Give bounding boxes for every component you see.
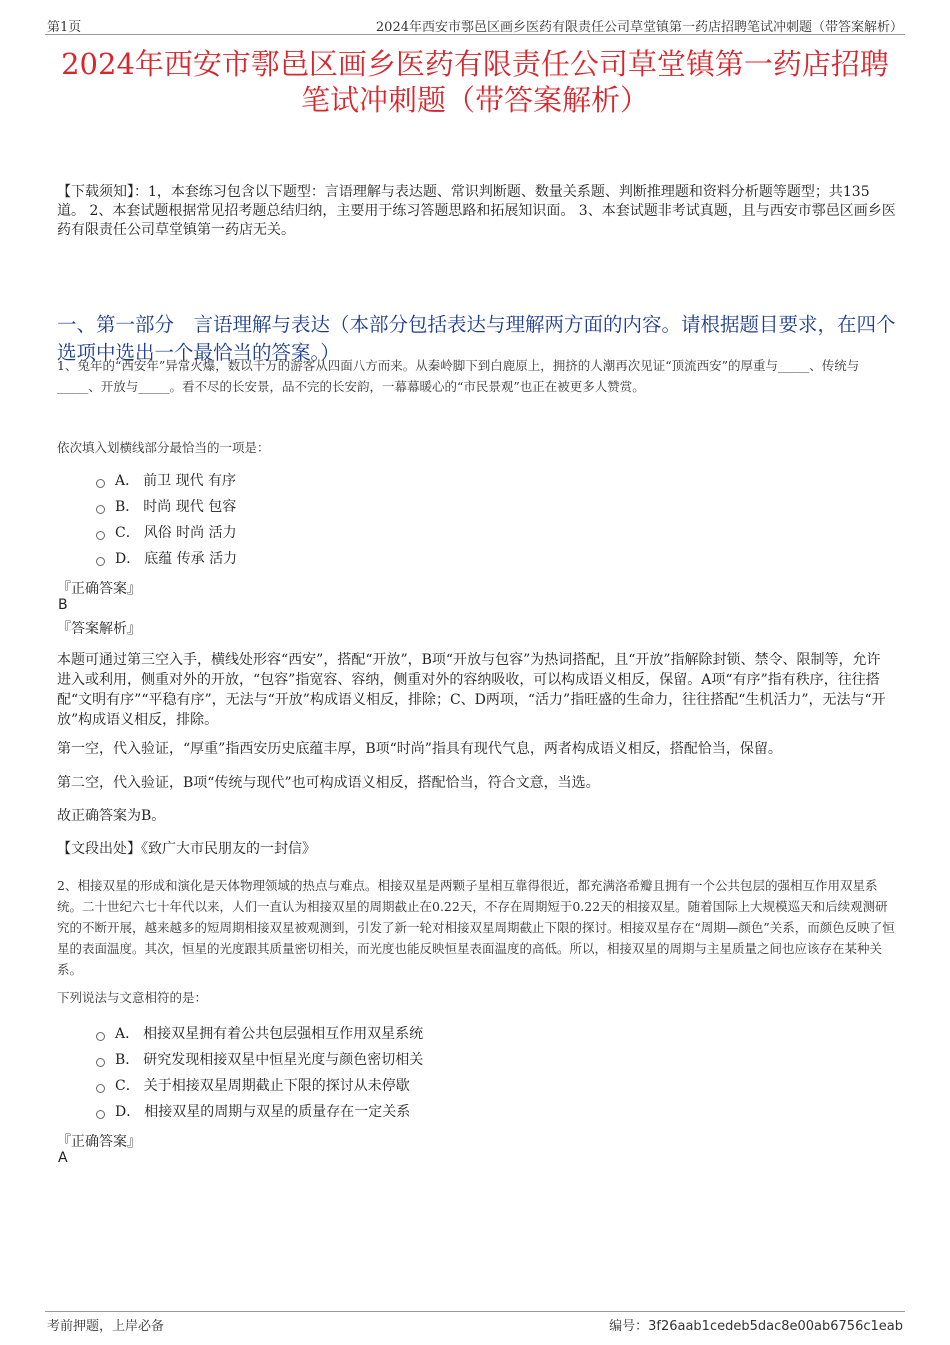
question-1-analysis-p2: 第一空，代入验证，“厚重”指西安历史底蕴丰厚，B项“时尚”指具有现代气息，两者构成语义相反，搭配恰当，保留。 (57, 741, 782, 757)
option-text: 风俗 时尚 活力 (143, 525, 237, 541)
section-title: 一、第一部分 言语理解与表达（本部分包括表达与理解两方面的内容。请根据题目要求，在四个选项中选出一个最恰当的答案。） (57, 313, 896, 364)
footer-slogan: 考前押题，上岸必备 (47, 1319, 165, 1334)
question-1-analysis-p4: 故正确答案为B。 (57, 808, 166, 824)
question-1-options (96, 467, 237, 571)
option-text: 前卫 现代 有序 (143, 473, 237, 489)
option-text: 研究发现相接双星中恒星光度与颜色密切相关 (143, 1052, 424, 1068)
radio-icon[interactable] (96, 1084, 105, 1093)
download-notice: 【下载须知】：1，本套练习包含以下题型：言语理解与表达题、常识判断题、数量关系题、判断推理题和资料分析题等题型；共135道。 2、本套试题根据常见招考题总结归纳，主要用于练习答题思路和拓展知识面。 3、本套试题非考试真题，且与西安市鄠邑区画乡医药有限责任公司草堂镇第一药店无关。 (57, 184, 896, 238)
option-letter: D． (115, 551, 141, 567)
radio-icon[interactable] (96, 1110, 105, 1119)
option-letter: B． (115, 1052, 140, 1068)
radio-icon[interactable] (96, 531, 105, 540)
radio-icon[interactable] (96, 557, 105, 566)
page-footer (45, 1311, 905, 1332)
radio-icon[interactable] (96, 479, 105, 488)
question-1-option-c[interactable] (96, 519, 237, 545)
question-1-analysis-label: 『答案解析』 (57, 621, 141, 637)
question-2-text: 2、相接双星的形成和演化是天体物理领域的热点与难点。相接双星是两颗子星相互靠得很近，都充满洛希瓣且拥有一个公共包层的强相互作用双星系统。二十世纪六七十年代以来，人们一直认为相接双星的周期截止在0.22天，不存在周期短于0.22天的相接双星。随着国际上大规模巡天和后续观测研究的不断开展，越来越多的短周期相接双星被观测到，引发了新一轮对相接双星周期截止下限的探讨。相接双星存在“周期—颜色”关系，而颜色反映了恒星的表面温度。其次，恒星的光度跟其质量密切相关，而光度也能反映恒星表面温度的高低。所以，相接双星的周期与主星质量之间也应该存在某种关系。 (57, 878, 895, 977)
question-2-option-c[interactable] (96, 1072, 423, 1098)
option-text: 关于相接双星周期截止下限的探讨从未停歇 (143, 1078, 410, 1094)
question-2-answer-label: 『正确答案』 (57, 1134, 141, 1150)
page-number: 第1页 (47, 20, 82, 35)
option-text: 时尚 现代 包容 (143, 499, 237, 515)
option-letter: A． (115, 473, 140, 489)
question-1-answer: B (58, 597, 68, 613)
option-text: 底蕴 传承 活力 (144, 551, 238, 567)
question-1-option-a[interactable] (96, 467, 237, 493)
option-letter: B． (115, 499, 140, 515)
option-letter: C． (115, 525, 140, 541)
radio-icon[interactable] (96, 1032, 105, 1041)
question-2-options (96, 1020, 423, 1124)
question-2-option-b[interactable] (96, 1046, 423, 1072)
question-1-option-b[interactable] (96, 493, 237, 519)
footer-code-value: 3f26aab1cedeb5dac8e00ab6756c1eab (648, 1319, 903, 1334)
question-1-answer-label: 『正确答案』 (57, 581, 141, 597)
option-text: 相接双星拥有着公共包层强相互作用双星系统 (143, 1026, 424, 1042)
option-letter: D． (115, 1104, 141, 1120)
option-text: 相接双星的周期与双星的质量存在一定关系 (144, 1104, 411, 1120)
question-1-option-d[interactable] (96, 545, 237, 571)
question-1-prompt: 依次填入划横线部分最恰当的一项是： (57, 440, 270, 455)
page-title: 2024年西安市鄠邑区画乡医药有限责任公司草堂镇第一药店招聘笔试冲刺题（带答案解析） (61, 47, 889, 117)
question-1-analysis-p1: 本题可通过第三空入手，横线处形容“西安”，搭配“开放”，B项“开放与包容”为热词搭配，且“开放”指解除封锁、禁令、限制等，允许进入或利用，侧重对外的开放，“包容”指宽容、容纳，侧重对外的容纳吸收，可以构成语义相反，保留。A项“有序”指有秩序，往往搭配“文明有序”“平稳有序”，无法与“开放”构成语义相反，排除；C、D两项，“活力”指旺盛的生命力，往往搭配“生机活力”，无法与“开放”构成语义相反，排除。 (57, 652, 886, 728)
question-2-option-d[interactable] (96, 1098, 423, 1124)
question-2-answer: A (58, 1150, 68, 1166)
page-header (45, 14, 905, 35)
question-1-analysis-p3: 第二空，代入验证，B项“传统与现代”也可构成语义相反，搭配恰当，符合文意，当选。 (57, 775, 600, 791)
option-letter: C． (115, 1078, 140, 1094)
question-2-option-a[interactable] (96, 1020, 423, 1046)
footer-code-label: 编号： (609, 1319, 649, 1334)
radio-icon[interactable] (96, 1058, 105, 1067)
option-letter: A． (115, 1026, 140, 1042)
header-doc-title: 2024年西安市鄠邑区画乡医药有限责任公司草堂镇第一药店招聘笔试冲刺题（带答案解析） (375, 20, 903, 35)
question-1-source: 【文段出处】《致广大市民朋友的一封信》 (57, 841, 316, 857)
radio-icon[interactable] (96, 505, 105, 514)
footer-code (609, 1315, 903, 1334)
question-1-text: 1、兔年的“西安年”异常火爆，数以千万的游客从四面八方而来。从秦岭脚下到白鹿原上，拥挤的人潮再次见证“顶流西安”的厚重与_____、传统与_____、开放与_____。看不尽的长安景，品不完的长安韵，一幕幕暖心的“市民景观”也正在被更多人赞赏。 (57, 358, 860, 394)
question-2-prompt: 下列说法与文意相符的是： (57, 990, 208, 1005)
